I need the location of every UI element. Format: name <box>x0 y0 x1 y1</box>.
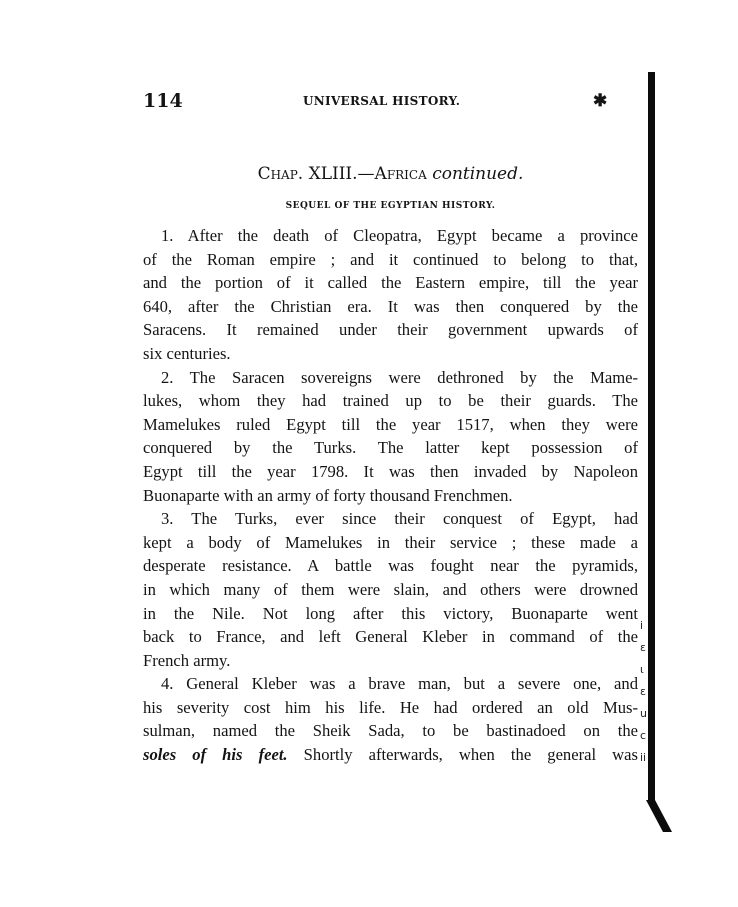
edge-mark: ɛ <box>640 685 646 698</box>
text-line: conquered by the Turks. The latter kept possession of <box>143 438 638 458</box>
text-line: of the Roman empire ; and it continued to belong to that, <box>143 249 638 269</box>
text-line: Egypt till the year 1798. It was then invaded by Napoleon <box>143 461 638 481</box>
text-line: and the portion of it called the Eastern empire, till the year <box>143 273 638 293</box>
text-line: 1. After the death of Cleopatra, Egypt became a province <box>161 226 638 245</box>
body-text <box>143 224 638 767</box>
chapter-continued: continued. <box>432 164 524 184</box>
text-line: desperate resistance. A battle was fought near the pyramids, <box>143 556 638 576</box>
gutter-shadow-tail <box>646 800 672 832</box>
edge-mark: ɛ <box>640 641 646 654</box>
running-title: UNIVERSAL HISTORY. <box>303 94 461 108</box>
text-line: sulman, named the Sheik Sada, to be bastinadoed on the <box>143 721 638 741</box>
chapter-heading <box>143 164 638 184</box>
text-line: in which many of them were slain, and others were drowned <box>143 579 638 599</box>
text-line: Saracens. It remained under their government upwards of <box>143 320 638 340</box>
italic-phrase: soles of his feet. <box>143 745 288 765</box>
chapter-number: Chap. XLIII.— <box>257 164 375 184</box>
text-line: six centuries. <box>143 343 231 363</box>
edge-mark: c <box>640 729 647 742</box>
edge-mark: i <box>640 619 644 632</box>
edge-mark: u <box>640 707 647 720</box>
running-head <box>143 90 638 114</box>
text-line: in the Nile. Not long after this victory, Buonaparte went <box>143 603 638 623</box>
text-line-final <box>143 743 638 767</box>
text-line: kept a body of Mamelukes in their service ; these made a <box>143 532 638 552</box>
final-line-tail: Shortly afterwards, when the general was <box>287 745 638 765</box>
section-heading: SEQUEL OF THE EGYPTIAN HISTORY. <box>285 201 496 211</box>
ink-blot: ✱ <box>593 91 608 111</box>
edge-mark: ii <box>640 751 647 764</box>
text-line: 2. The Saracen sovereigns were dethroned by the Mame- <box>161 367 638 387</box>
chapter-region: Africa <box>374 164 427 184</box>
text-line: 4. General Kleber was a brave man, but a severe one, and <box>161 674 638 694</box>
text-line: back to France, and left General Kleber in command of the <box>143 627 638 647</box>
facing-page-edge-marks <box>640 615 656 769</box>
text-line: Buonaparte with an army of forty thousand Frenchmen. <box>143 485 513 505</box>
edge-mark: ι <box>640 663 644 676</box>
text-line: lukes, whom they had trained up to be their guards. The <box>143 391 638 411</box>
text-line: 3. The Turks, ever since their conquest of Egypt, had <box>161 509 638 529</box>
text-line: Mamelukes ruled Egypt till the year 1517, when they were <box>143 414 638 434</box>
page-number: 114 <box>143 90 183 112</box>
text-line: his severity cost him his life. He had ordered an old Mus- <box>143 697 638 717</box>
text-line: French army. <box>143 650 231 670</box>
text-line: 640, after the Christian era. It was then conquered by the <box>143 296 638 316</box>
